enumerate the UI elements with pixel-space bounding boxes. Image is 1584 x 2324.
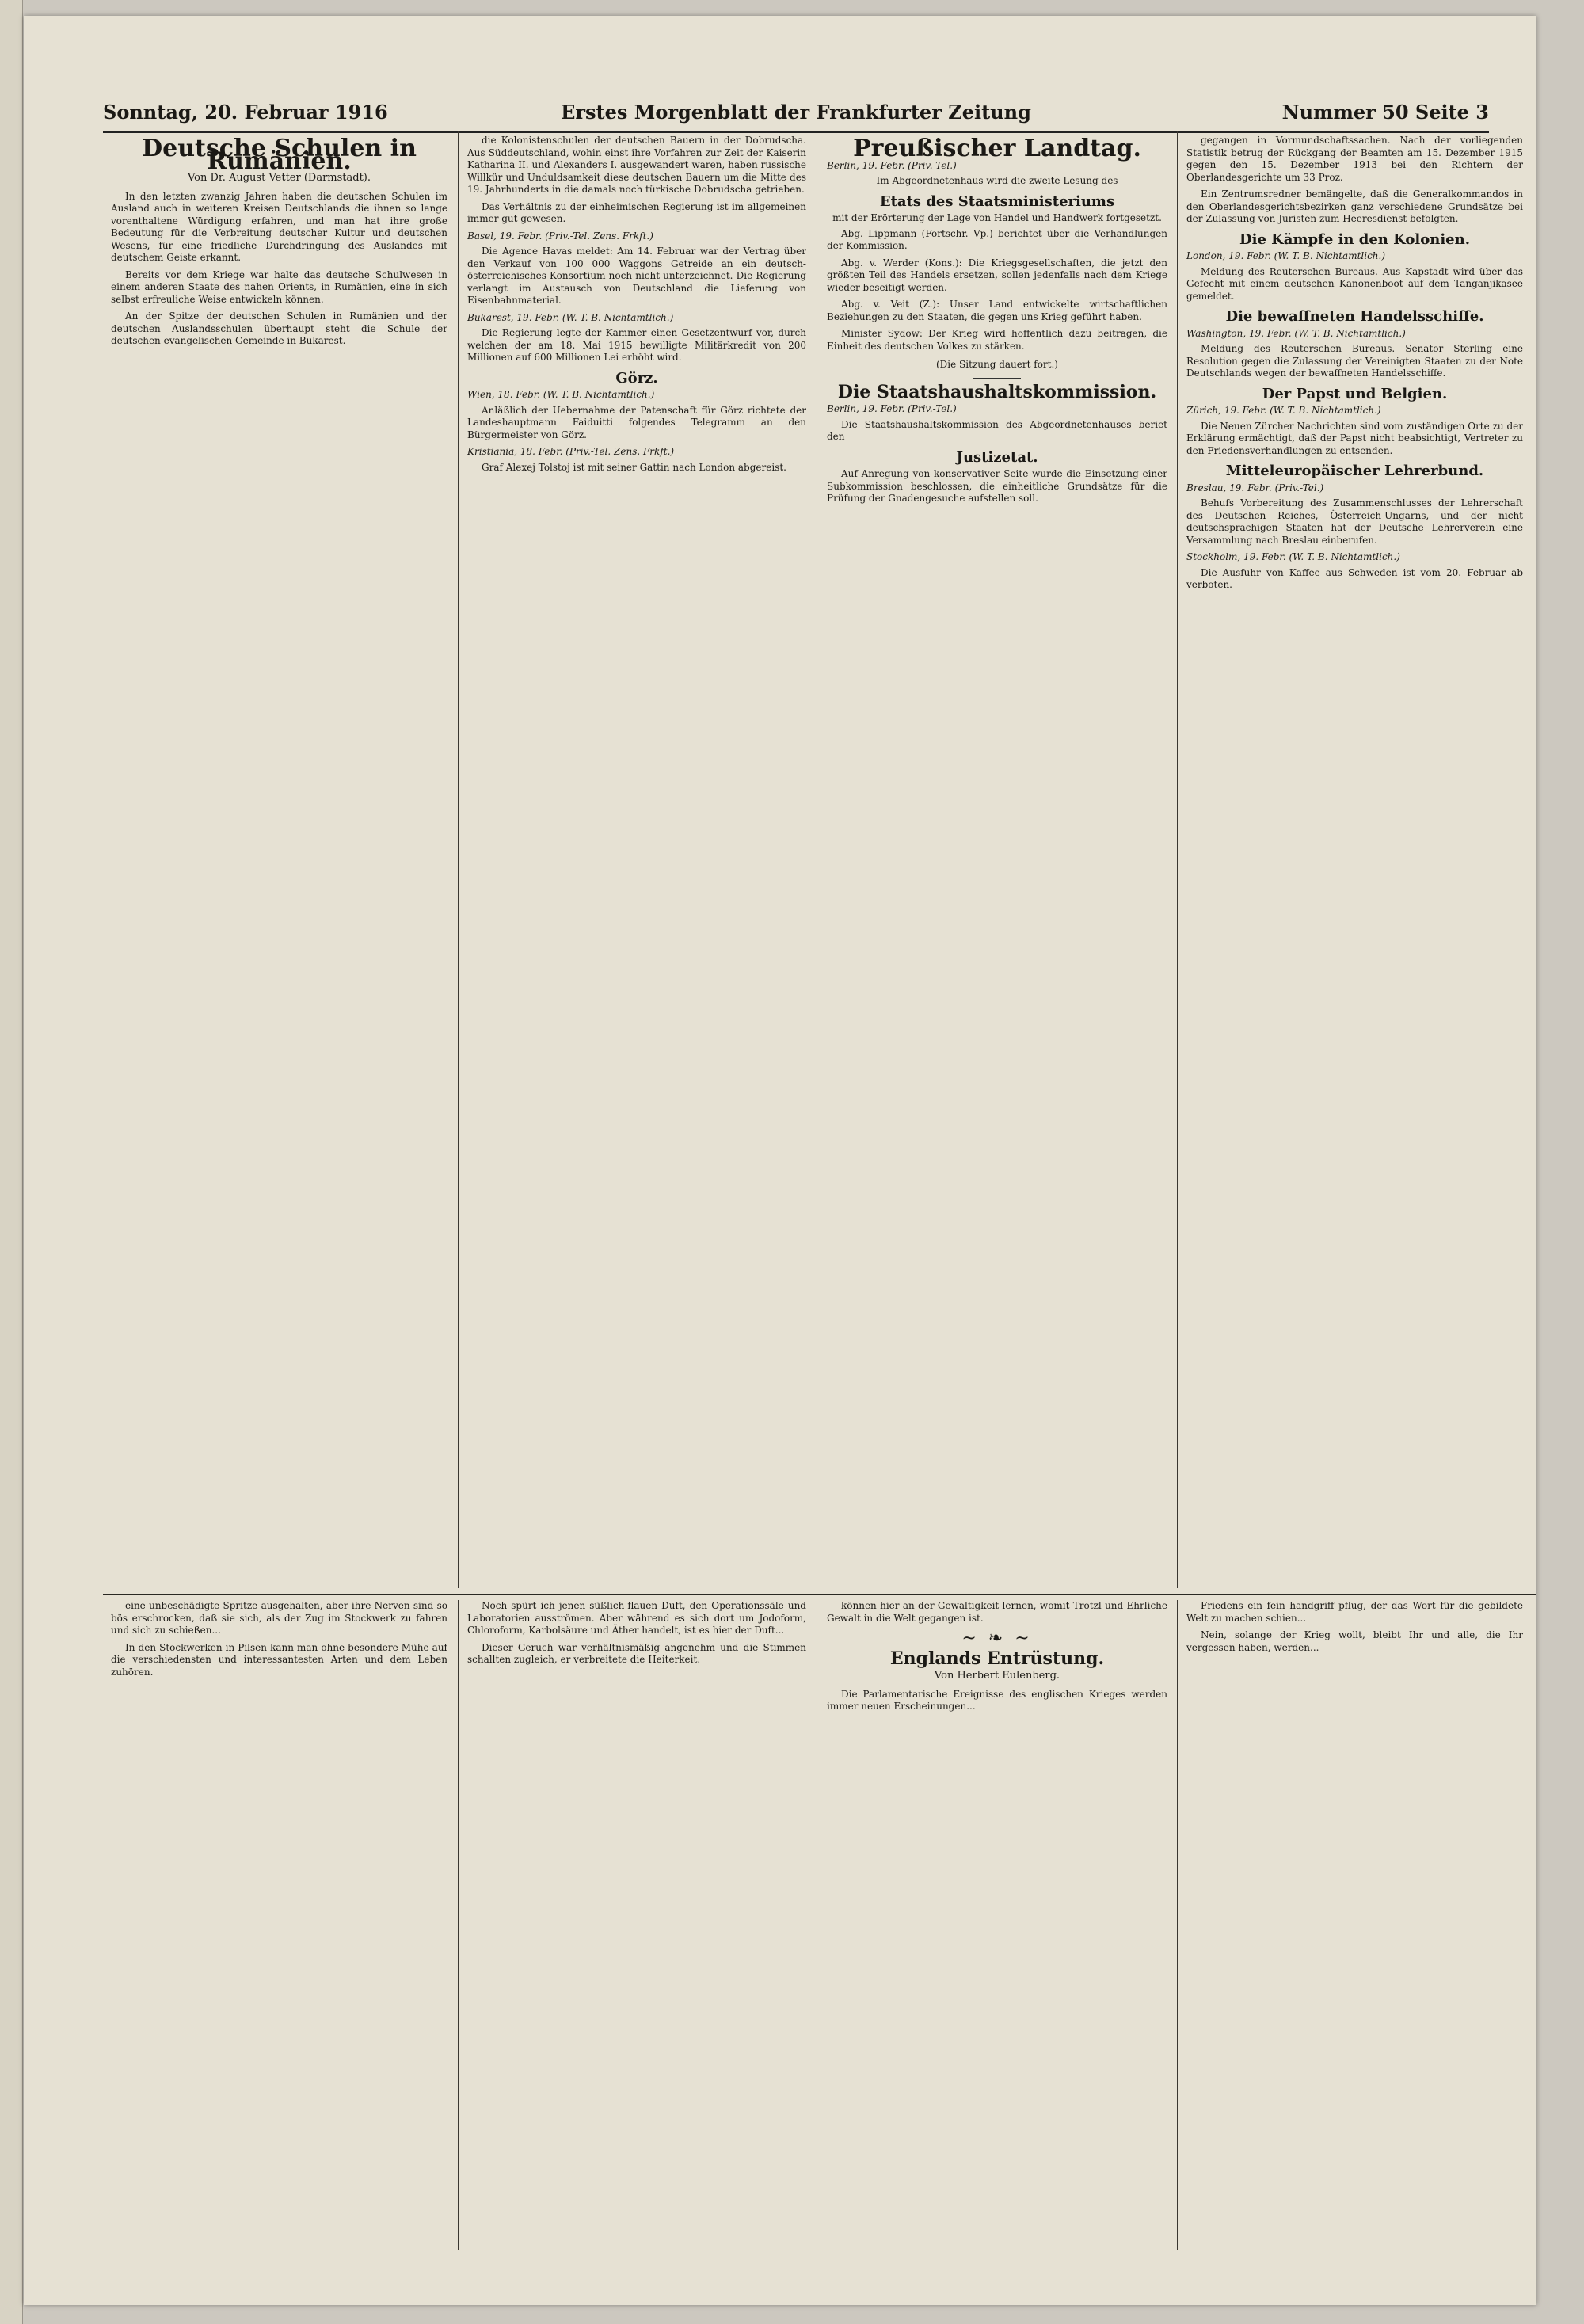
article-title-kommission: Die Staatshaushaltskommission. bbox=[837, 381, 1157, 402]
subtitle-etat: Etats des Staatsministeriums bbox=[879, 192, 1115, 210]
feuilleton-rule bbox=[103, 1594, 1536, 1595]
feuilleton-title: Englands Entrüstung. bbox=[889, 1648, 1105, 1669]
intro-line: Im Abgeordnetenhaus wird die zweite Lesung des bbox=[876, 175, 1118, 186]
column-3 bbox=[827, 135, 1167, 1588]
article-paragraph: Anläßlich der Uebernahme der Patenschaft für Görz richtete der Landeshauptmann Faiduitti folgendes Telegramm an den Bürgermeister von Görz. bbox=[467, 404, 806, 440]
dateline: Berlin, 19. Febr. (Priv.-Tel.) bbox=[827, 403, 957, 414]
feuilleton-column-4 bbox=[1186, 1600, 1523, 2250]
feuilleton-paragraph: können hier an der Gewaltigkeit lernen, womit Trotzl und Ehrliche Gewalt in die Welt gegangen ist. bbox=[827, 1600, 1167, 1624]
header-masthead: Erstes Morgenblatt der Frankfurter Zeitung bbox=[561, 101, 1031, 124]
article-paragraph: Auf Anregung von konservativer Seite wurde die Einsetzung einer Subkommission beschlossen, die einheitliche Grundsätze für die Prüfung der Gnadengesuche aufstellen soll. bbox=[827, 468, 1167, 504]
feuilleton-paragraph: Noch spürt ich jenen süßlich-flauen Duft, den Operationssäle und Laboratorien ausströmen. Aber während es sich dort um Jodoform, Chloroform, Karbolsäure und Äther handelt, ist es hier der Duft... bbox=[467, 1600, 806, 1636]
article-title-lehrerbund: Mitteleuropäischer Lehrerbund. bbox=[1225, 463, 1484, 479]
dateline: London, 19. Febr. (W. T. B. Nichtamtlich.) bbox=[1186, 250, 1386, 261]
article-paragraph: die Kolonistenschulen der deutschen Bauern in der Dobrudscha. Aus Süddeutschland, wohin einst ihre Vorfahren zur Zeit der Kaiserin Katharina II. und Alexanders I. ausgewandert waren, haben russische Willkür und Unduldsamkeit diese deutschen Bauern um die Mitte des 19. Jahrhunderts in die damals noch türkische Dobrudscha getrieben. bbox=[467, 135, 806, 195]
column-rule bbox=[458, 131, 459, 1588]
column-rule bbox=[458, 1600, 459, 2250]
article-paragraph: An der Spitze der deutschen Schulen in Rumänien und der deutschen Auslandsschulen überhaupt steht die Schule der deutschen evangelischen Gemeinde in Bukarest. bbox=[111, 311, 447, 346]
column-rule bbox=[1177, 131, 1178, 1588]
feuilleton-paragraph: Nein, solange der Krieg wollt, bleibt Ihr und alle, die Ihr vergessen haben, werden... bbox=[1186, 1629, 1523, 1653]
article-title-kolonien: Die Kämpfe in den Kolonien. bbox=[1239, 230, 1470, 248]
dateline: Kristiania, 18. Febr. (Priv.-Tel. Zens. Frkft.) bbox=[467, 446, 675, 457]
article-paragraph: Die Agence Havas meldet: Am 14. Februar war der Vertrag über den Verkauf von 100 000 Waggons Getreide an ein deutsch-österreichisches Konsortium noch nicht unterzeichnet. Die Regierung verlangt im Austausch von Deutschland die Lieferung von Eisenbahnmaterial. bbox=[467, 246, 806, 306]
feuilleton-paragraph: Friedens ein fein handgriff pflug, der das Wort für die gebildete Welt zu machen schien... bbox=[1186, 1600, 1523, 1624]
article-byline: Von Dr. August Vetter (Darmstadt). bbox=[187, 172, 371, 184]
article-paragraph: Abg. v. Werder (Kons.): Die Kriegsgesellschaften, die jetzt den größten Teil des Handels ersetzen, sollen jedenfalls nach dem Kriege wieder beseitigt werden. bbox=[827, 257, 1167, 293]
column-2 bbox=[467, 135, 806, 1588]
section-title-goerz: Görz. bbox=[615, 369, 658, 387]
feuilleton-paragraph: Die Parlamentarische Ereignisse des englischen Krieges werden immer neuen Erscheinungen... bbox=[827, 1688, 1167, 1712]
dateline: Wien, 18. Febr. (W. T. B. Nichtamtlich.) bbox=[467, 389, 655, 400]
article-paragraph: Meldung des Reuterschen Bureaus. Aus Kapstadt wird über das Gefecht mit einem deutschen Kanonenboot auf dem Tanganjikasee gemeldet. bbox=[1186, 265, 1523, 302]
session-note: (Die Sitzung dauert fort.) bbox=[936, 359, 1058, 370]
article-paragraph: Meldung des Reuterschen Bureaus. Senator Sterling eine Resolution gegen die Zulassung der Vereinigten Staaten zu der Note Deutschlands wegen der bewaffneten Handelsschiffe. bbox=[1186, 343, 1523, 379]
column-rule bbox=[1177, 1600, 1178, 2250]
article-paragraph: Graf Alexej Tolstoj ist mit seiner Gattin nach London abgereist. bbox=[482, 461, 786, 473]
intro-line: mit der Erörterung der Lage von Handel und Handwerk fortgesetzt. bbox=[832, 212, 1162, 223]
dateline: Bukarest, 19. Febr. (W. T. B. Nichtamtlich.) bbox=[467, 311, 674, 323]
feuilleton-column-1 bbox=[111, 1600, 447, 2250]
page-header bbox=[103, 91, 1489, 133]
article-paragraph: Minister Sydow: Der Krieg wird hoffentlich dazu beitragen, die Einheit des deutschen Volkes zu stärken. bbox=[827, 328, 1167, 352]
header-issue: Nummer 50 Seite 3 bbox=[1281, 101, 1489, 124]
feuilleton-byline: Von Herbert Eulenberg. bbox=[934, 1670, 1060, 1682]
feuilleton-column-3 bbox=[827, 1600, 1167, 2250]
dateline: Breslau, 19. Febr. (Priv.-Tel.) bbox=[1186, 482, 1324, 493]
article-paragraph: Bereits vor dem Kriege war halte das deutsche Schulwesen in einem anderen Staate des nahen Orients, in Rumänien, eine in sich selbst erfreuliche Weise entwickeln können. bbox=[111, 269, 447, 305]
article-paragraph: Die Regierung legte der Kammer einen Gesetzentwurf vor, durch welchen der am 18. Mai 1915 bewilligte Militärkredit von 200 Millionen auf 600 Millionen Lei erhöht wird. bbox=[467, 327, 806, 363]
article-paragraph: gegangen in Vormundschaftssachen. Nach der vorliegenden Statistik betrug der Rückgang der Beamten am 15. Dezember 1915 gegen den 15. Dezember 1913 bei den Richtern der Oberlandesgerichte um 33 Proz. bbox=[1186, 135, 1523, 183]
article-paragraph: Die Staatshaushaltskommission des Abgeordnetenhauses beriet den bbox=[827, 418, 1167, 442]
article-title-handelsschiffe: Die bewaffneten Handelsschiffe. bbox=[1225, 308, 1484, 325]
feuilleton-column-2 bbox=[467, 1600, 806, 2250]
article-title-schulen: Deutsche Schulen in Rumänien. bbox=[142, 135, 417, 175]
article-paragraph: Die Neuen Zürcher Nachrichten sind vom zuständigen Orte zu der Erklärung ermächtigt, daß der Papst nicht beabsichtigt, Vertreter zu den Friedensverhandlungen zu entsenden. bbox=[1186, 420, 1523, 456]
article-paragraph: Abg. v. Veit (Z.): Unser Land entwickelte wirtschaftlichen Beziehungen zu den Staaten, die gegen uns Krieg geführt haben. bbox=[827, 299, 1167, 322]
header-date: Sonntag, 20. Februar 1916 bbox=[103, 101, 388, 124]
dateline: Basel, 19. Febr. (Priv.-Tel. Zens. Frkft.) bbox=[467, 230, 653, 242]
article-paragraph: Abg. Lippmann (Fortschr. Vp.) berichtet über die Verhandlungen der Kommission. bbox=[827, 227, 1167, 251]
section-title-justiz: Justizetat. bbox=[956, 448, 1038, 466]
article-paragraph: In den letzten zwanzig Jahren haben die deutschen Schulen im Ausland auch in weiteren Kreisen Deutschlands die ihnen so lange vorenthaltene Würdigung erfahren, und man hat ihre große Bedeutung für die Verbreitung deutscher Kultur und deutschen Wesens, für eine friedliche Durchdringung des Auslandes mit deutschem Geiste erkannt. bbox=[111, 190, 447, 263]
ornament-divider: ~ ❧ ~ bbox=[961, 1629, 1033, 1648]
previous-page-edge bbox=[0, 0, 23, 2324]
dateline: Berlin, 19. Febr. (Priv.-Tel.) bbox=[827, 159, 957, 171]
article-paragraph: Die Ausfuhr von Kaffee aus Schweden ist vom 20. Februar ab verboten. bbox=[1186, 566, 1523, 590]
article-paragraph: Ein Zentrumsredner bemängelte, daß die Generalkommandos in den Oberlandesgerichtsbezirken ganz verschiedene Grundsätze bei der Zulassung von Juristen zum Heeresdienst befolgten. bbox=[1186, 189, 1523, 224]
feuilleton-paragraph: Dieser Geruch war verhältnismäßig angenehm und die Stimmen schallten zugleich, er verbreitete die Heiterkeit. bbox=[467, 1641, 806, 1665]
column-4 bbox=[1186, 135, 1523, 1588]
column-1 bbox=[111, 135, 447, 1588]
newspaper-page bbox=[24, 16, 1536, 2305]
feuilleton-paragraph: In den Stockwerken in Pilsen kann man ohne besondere Mühe auf die verschiedensten und interessantesten Arten und dem Leben zuhören. bbox=[111, 1641, 447, 1678]
dateline: Zürich, 19. Febr. (W. T. B. Nichtamtlich.) bbox=[1186, 405, 1381, 416]
dateline: Stockholm, 19. Febr. (W. T. B. Nichtamtlich.) bbox=[1186, 551, 1400, 562]
feuilleton-paragraph: eine unbeschädigte Spritze ausgehalten, aber ihre Nerven sind so bös erschrocken, daß sie sich, als der Zug im Stockwerk zu fahren und sich zu schießen... bbox=[111, 1600, 447, 1636]
dateline: Washington, 19. Febr. (W. T. B. Nichtamtlich.) bbox=[1186, 327, 1406, 339]
article-title-landtag: Preußischer Landtag. bbox=[853, 135, 1141, 162]
article-paragraph: Behufs Vorbereitung des Zusammenschlusses der Lehrerschaft des Deutschen Reiches, Österreich-Ungarns, und der nicht deutschsprachigen Staaten hat der Deutsche Lehrerverein eine Versammlung nach Breslau einberufen. bbox=[1186, 497, 1523, 546]
separator bbox=[973, 378, 1021, 379]
article-title-papst: Der Papst und Belgien. bbox=[1262, 385, 1448, 402]
article-paragraph: Das Verhältnis zu der einheimischen Regierung ist im allgemeinen immer gut gewesen. bbox=[467, 200, 806, 224]
